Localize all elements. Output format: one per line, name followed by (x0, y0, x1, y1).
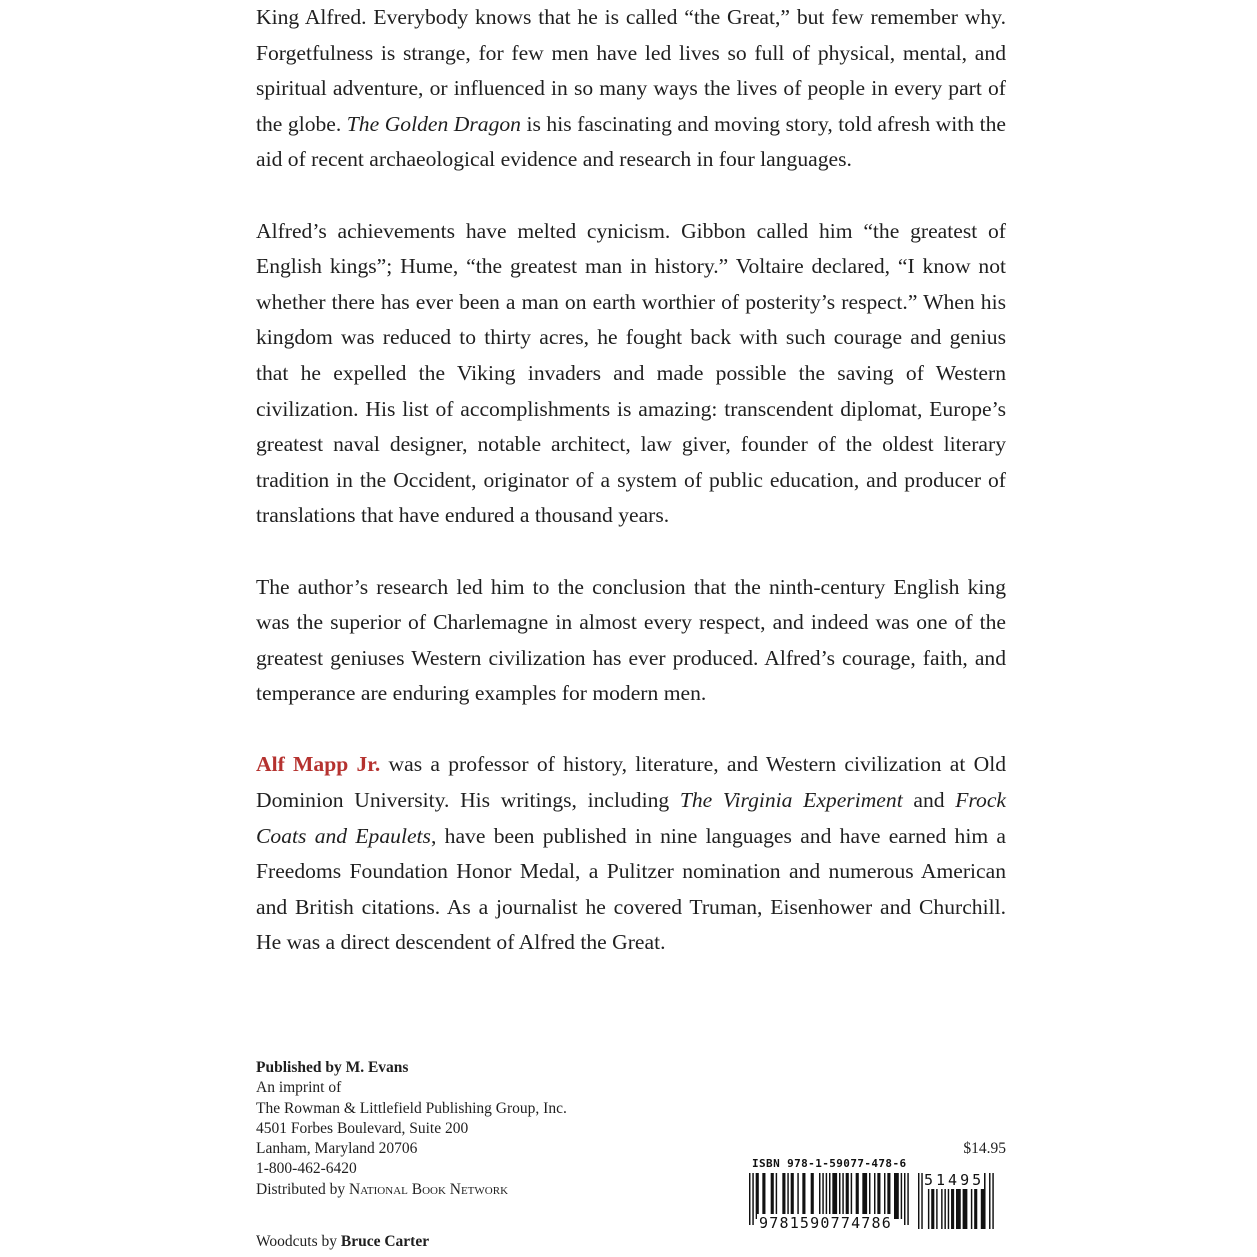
barcode-bar (822, 1173, 823, 1219)
barcode-bar (904, 1173, 905, 1225)
barcode-bar (894, 1173, 899, 1219)
barcode-bar (992, 1173, 993, 1229)
publisher-city: Lanham, Maryland 20706 (256, 1140, 418, 1158)
barcode-bar (887, 1173, 890, 1219)
barcode-bar (842, 1173, 843, 1219)
barcode-bar (787, 1173, 788, 1219)
barcode-bar (851, 1173, 852, 1219)
barcode-bar (819, 1173, 820, 1219)
blurb (256, 0, 1006, 961)
barcode-bar (782, 1173, 785, 1219)
publisher-info (256, 1058, 676, 1200)
distribution-line (256, 1180, 676, 1200)
barcode-bar (829, 1173, 830, 1219)
barcode-bar (874, 1173, 875, 1219)
barcode-bar (918, 1173, 919, 1229)
barcode-bar (832, 1173, 837, 1219)
barcode-bar (921, 1173, 922, 1229)
barcode-bar (752, 1173, 753, 1225)
bio-text-b: and (902, 788, 956, 813)
credit-prefix: Woodcuts by (256, 1233, 341, 1250)
barcode-bar (839, 1173, 840, 1219)
woodcuts-credit (256, 1233, 429, 1251)
barcode-bar (826, 1173, 827, 1219)
distributor-name: National Book Network (349, 1180, 509, 1198)
barcode-bar (989, 1173, 990, 1229)
barcode-bar (791, 1173, 794, 1219)
barcode-bar (901, 1173, 902, 1219)
barcode-bar (856, 1173, 859, 1219)
book-title-virginia-experiment: The Virginia Experiment (679, 788, 903, 813)
bio-text-c: , have been published in nine languages and have earned him a Freedoms Foundation Honor Medal, a Pulitzer nomination and numerous American and British citations. As a journalist he covered Truman, Eisenhower and Churchill. He was a direct descendent of Alfred the Great. (256, 823, 1007, 955)
p1-text-b: is his fascinating and moving story, told afresh with the aid of recent archaeological evidence and research in four languages. (256, 111, 1006, 172)
p1-text-a: King Alfred. Everybody knows that he is called “the Great,” but few remember why. Forgetfulness is strange, for few men have led lives so full of physical, mental, and spiritual adventure, or influenced in so many ways the lives of people in every part of the globe. (256, 5, 1006, 136)
barcode-bar (884, 1173, 885, 1219)
blurb-paragraph-3: The author’s research led him to the conclusion that the ninth-century English king was the superior of Charlemagne in almost every respect, and indeed was one of the greatest geniuses Western civilization has ever produced. Alfred’s courage, faith, and temperance are enduring examples for modern men. (256, 574, 1006, 706)
author-name: Alf Mapp Jr. (256, 752, 381, 777)
book-title-frock-coats: Frock Coats and Epaulets (256, 788, 1006, 848)
barcode-bar (771, 1173, 774, 1219)
publisher-phone: 1-800-462-6420 (256, 1160, 357, 1178)
distributed-prefix: Distributed by (256, 1180, 349, 1198)
barcode-digits: 9781590774786 (759, 1214, 892, 1232)
barcode-bar (811, 1173, 814, 1219)
barcode-bar (846, 1173, 849, 1219)
barcode-bar (802, 1173, 805, 1219)
publisher-street: 4501 Forbes Boulevard, Suite 200 (256, 1119, 469, 1137)
author-bio (256, 747, 1006, 961)
barcode-bar (907, 1173, 908, 1225)
barcode-bar (756, 1173, 759, 1219)
barcode-bar (762, 1173, 765, 1219)
price-label: $14.95 (963, 1140, 1006, 1157)
imprint-line: An imprint of (256, 1079, 342, 1097)
credit-name: Bruce Carter (340, 1233, 430, 1250)
bio-text-a: was a professor of history, literature, and Western civilization at Old Dominion University. His writings, including (256, 752, 1007, 813)
addon-digits: 51495 (924, 1171, 985, 1189)
published-by: Published by M. Evans (256, 1059, 409, 1076)
blurb-paragraph-2: Alfred’s achievements have melted cynicism. Gibbon called him “the greatest of English kings”; Hume, “the greatest man in history.” Voltaire declared, “I know not whether there has ever been a man on earth worthier of posterity’s respect.” When his kingdom was reduced to thirty acres, he fought back with such courage and genius that he expelled the Viking invaders and made possible the saving of Western civilization. His list of accomplishments is amazing: transcendent diplomat, Europe’s greatest naval designer, notable architect, law giver, founder of the oldest literary tradition in the Occident, originator of a system of public education, and producer of translations that have endured a thousand years. (256, 218, 1006, 528)
publisher-group: The Rowman & Littlefield Publishing Group, Inc. (256, 1099, 567, 1117)
barcode-bar (749, 1173, 750, 1225)
barcode-bar (776, 1173, 777, 1219)
barcode-bar (869, 1173, 870, 1219)
barcode-bar (877, 1173, 880, 1219)
blurb-paragraph-1 (256, 0, 1006, 178)
barcode-bar (862, 1173, 867, 1219)
book-title-golden-dragon: The Golden Dragon (346, 111, 521, 136)
barcode-bar (797, 1173, 798, 1219)
isbn-label: ISBN 978-1-59077-478-6 (752, 1157, 907, 1170)
